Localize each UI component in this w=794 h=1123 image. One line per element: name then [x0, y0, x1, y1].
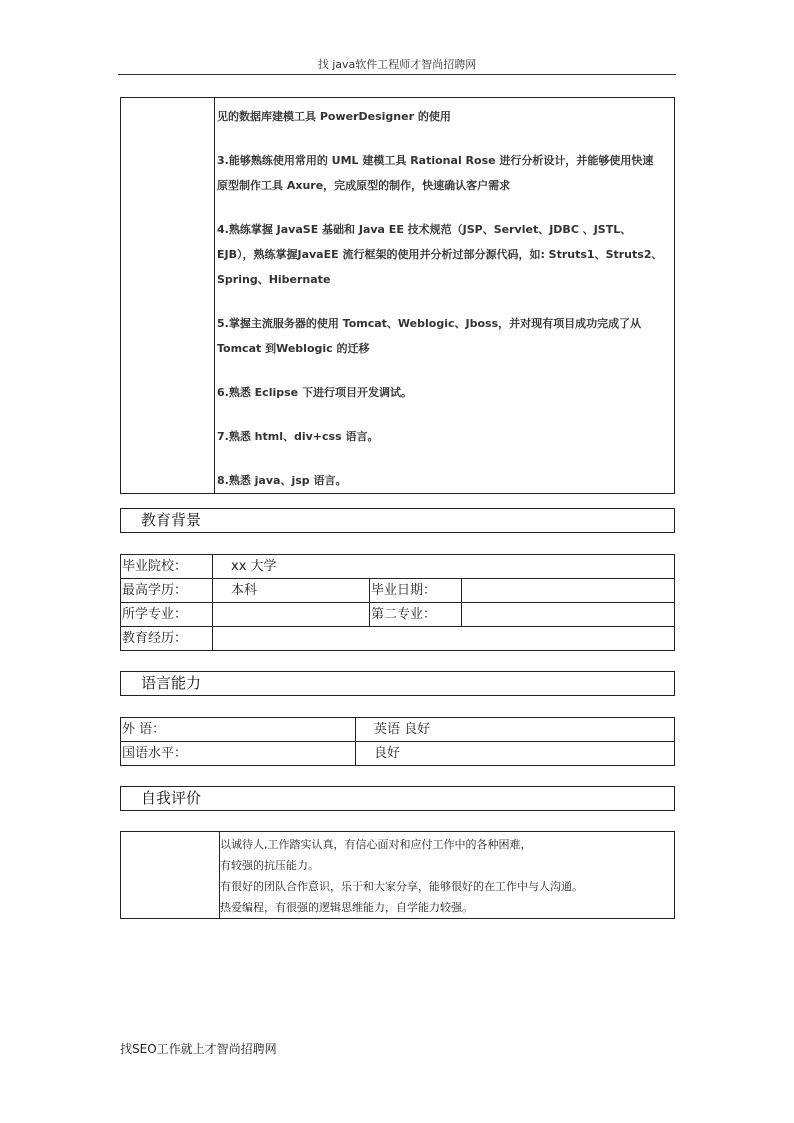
grad-date-value	[462, 579, 675, 603]
skill-line: 5.掌握主流服务器的使用 Tomcat、Weblogic、Jboss，并对现有项目成功完成了从	[217, 317, 642, 330]
self-eval-left-cell	[121, 832, 220, 919]
mandarin-level-label: 国语水平：	[121, 742, 356, 766]
skill-line: Spring、Hibernate	[217, 273, 331, 286]
major-label: 所学专业：	[121, 603, 213, 627]
section-self-eval-heading	[120, 786, 675, 811]
self-eval-line: 有较强的抗压能力。	[220, 859, 319, 872]
section-self-eval-title: 自我评价	[141, 789, 202, 807]
page-footer: 找SEO工作就上才智尚招聘网	[120, 1042, 277, 1056]
second-major-value	[462, 603, 675, 627]
skill-line: 6.熟悉 Eclipse 下进行项目开发调试。	[217, 386, 412, 399]
skill-line: 3.能够熟练使用常用的 UML 建模工具 Rational Rose 进行分析设计，并能够使用快速	[217, 154, 654, 167]
foreign-language-label: 外 语：	[121, 718, 356, 742]
section-language-heading	[120, 671, 675, 696]
skills-left-cell	[121, 98, 215, 494]
self-eval-line: 有很好的团队合作意识，乐于和大家分享，能够很好的在工作中与人沟通。	[220, 880, 583, 893]
second-major-label: 第二专业：	[370, 603, 462, 627]
self-eval-line: 以诚待人,工作踏实认真，有信心面对和应付工作中的各种困难，	[220, 838, 532, 851]
grad-date-label: 毕业日期：	[370, 579, 462, 603]
mandarin-level-value: 良好	[356, 742, 675, 766]
language-table	[120, 717, 675, 766]
skills-content-cell	[215, 98, 675, 494]
skill-line: 原型制作工具 Axure，完成原型的制作，快速确认客户需求	[217, 179, 511, 192]
education-history-value	[213, 627, 675, 651]
skill-line: 7.熟悉 html、div+css 语言。	[217, 430, 379, 443]
page-header: 找 java软件工程师才智尚招聘网	[118, 58, 676, 75]
skill-line: 8.熟悉 java、jsp 语言。	[217, 474, 347, 487]
skills-table	[120, 97, 675, 494]
self-eval-table	[120, 831, 675, 919]
self-eval-content-cell	[220, 832, 675, 919]
school-label: 毕业院校：	[121, 555, 213, 579]
skill-line: 见的数据库建模工具 PowerDesigner 的使用	[217, 110, 451, 123]
section-education-title: 教育背景	[141, 511, 202, 529]
major-value	[213, 603, 370, 627]
foreign-language-value: 英语 良好	[356, 718, 675, 742]
education-history-label: 教育经历：	[121, 627, 213, 651]
skill-line: Tomcat 到Weblogic 的迁移	[217, 342, 370, 355]
education-table	[120, 554, 675, 651]
skill-line: 4.熟练掌握 JavaSE 基础和 Java EE 技术规范（JSP、Servlet、JDBC 、JSTL、	[217, 223, 632, 236]
degree-value: 本科	[213, 579, 370, 603]
section-language-title: 语言能力	[141, 674, 202, 692]
school-value: xx 大学	[213, 555, 675, 579]
degree-label: 最高学历：	[121, 579, 213, 603]
self-eval-line: 热爱编程，有很强的逻辑思维能力，自学能力较强。	[220, 901, 473, 914]
skill-line: EJB），熟练掌握JavaEE 流行框架的使用并分析过部分源代码，如: Struts1、Struts2、	[217, 248, 663, 261]
section-education-heading	[120, 508, 675, 533]
